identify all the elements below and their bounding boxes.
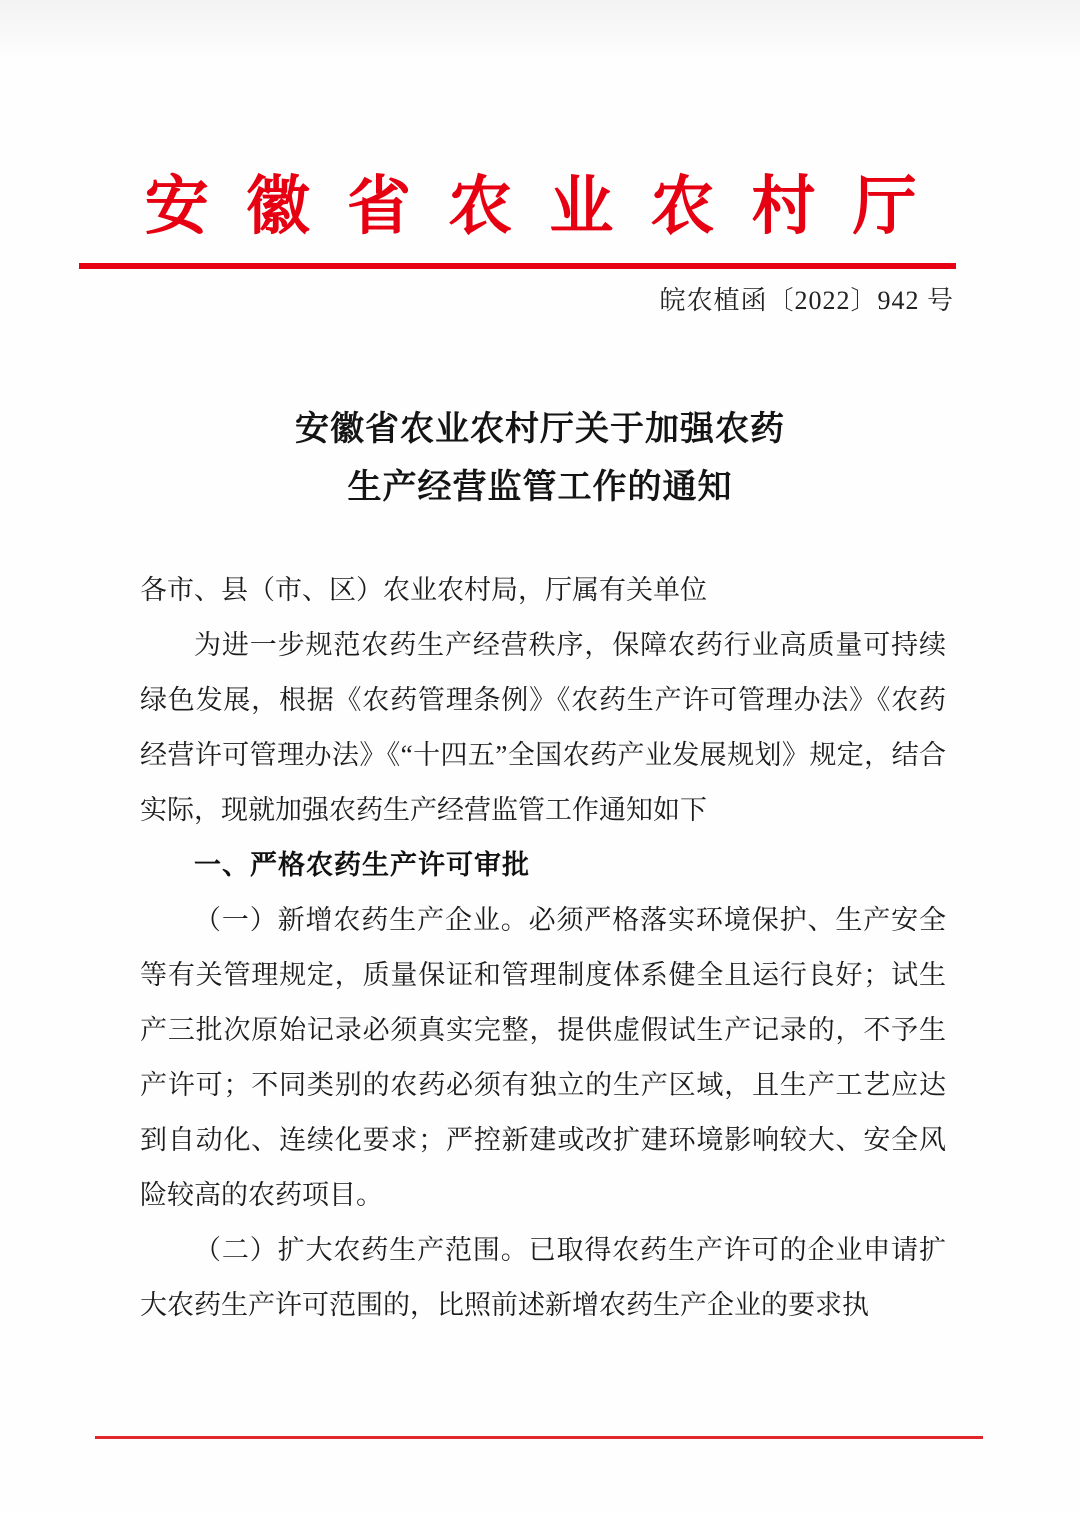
salutation-line: 各市、县（市、区）农业农村局，厅属有关单位: [140, 575, 707, 605]
document-body: [140, 563, 946, 1333]
footer-red-line: [95, 1436, 983, 1439]
agency-header: 安徽省农业农村厅: [144, 171, 954, 242]
scan-shade-artifact: [0, 0, 1080, 60]
paragraph-item-1: （一）新增农药生产企业。必须严格落实环境保护、生产安全等有关管理规定，质量保证和管理制度体系健全且运行良好；试生产三批次原始记录必须真实完整，提供虚假试生产记录的，不予生产许可；不同类别的农药必须有独立的生产区域，且生产工艺应达到自动化、连续化要求；严控新建或改扩建环境影响较大、安全风险较高的农药项目。: [140, 905, 946, 1210]
document-title: [0, 400, 1080, 516]
document-title-line-2: 生产经营监管工作的通知: [347, 468, 733, 506]
document-title-line-1: 安徽省农业农村厅关于加强农药: [295, 410, 785, 448]
section-1-heading: 一、严格农药生产许可审批: [194, 850, 530, 880]
intro-paragraph: 为进一步规范农药生产经营秩序，保障农药行业高质量可持续绿色发展，根据《农药管理条例》《农药生产许可管理办法》《农药经营许可管理办法》《“十四五”全国农药产业发展规划》规定，结合实际，现就加强农药生产经营监管工作通知如下: [140, 630, 946, 825]
header-red-separator-line: [79, 263, 956, 269]
paragraph-item-2: （二）扩大农药生产范围。已取得农药生产许可的企业申请扩大农药生产许可范围的，比照前述新增农药生产企业的要求执: [140, 1235, 946, 1320]
document-number: 皖农植函〔2022〕942 号: [659, 286, 954, 315]
